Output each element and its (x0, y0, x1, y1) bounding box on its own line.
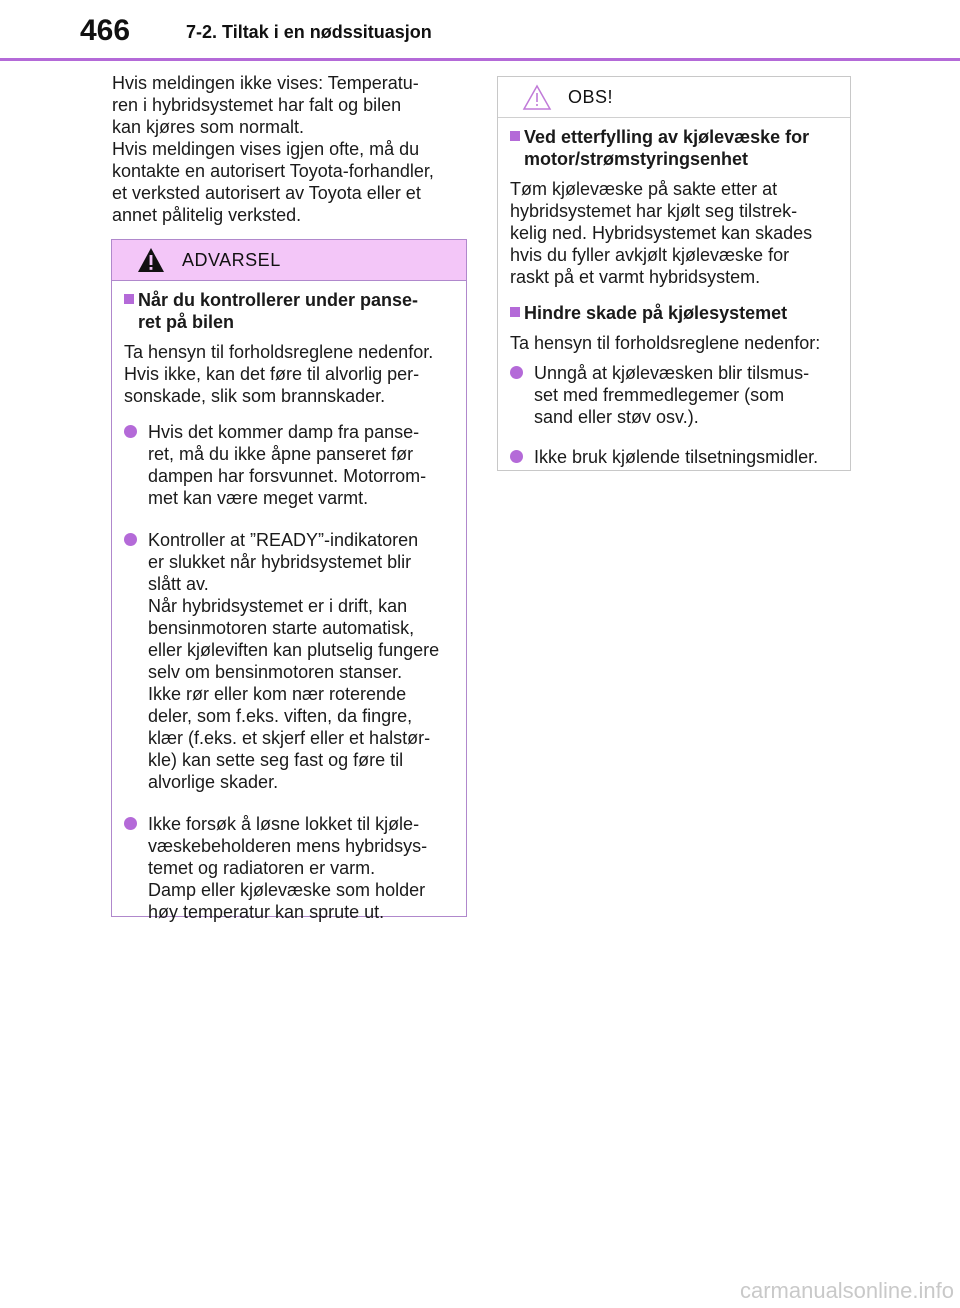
warning-subhead-text: Når du kontrollerer under panse- ret på bilen (138, 290, 419, 332)
warning-box-header (112, 240, 466, 281)
notice-subhead-2-text: Hindre skade på kjølesystemet (524, 303, 788, 323)
warning-triangle-icon (136, 246, 166, 274)
square-bullet-icon (510, 307, 520, 317)
notice-section-2-lead: Ta hensyn til forholdsreglene nedenfor: (510, 333, 821, 353)
notice-bullet-text: Ikke bruk kjølende tilsetningsmidler. (534, 447, 819, 467)
round-bullet-icon (510, 366, 523, 379)
notice-subhead-1 (510, 126, 836, 170)
warning-bullet (124, 813, 452, 923)
warning-bullet-text: Kontroller at ”READY”-indikatoren er slukket når hybridsystemet blir slått av. Når hybridsystemet er i drift, kan bensinmotoren starte automatisk, eller kjøleviften kan plutselig fungere selv om bensinmotoren stanser. Ikke rør eller kom nær roterende deler, som f.eks. viften, da fingre, klær (f.eks. et skjerf eller et halstør- kle) kan sette seg fast og føre til alvorlige skader. (148, 530, 440, 792)
notice-section-1-text: Tøm kjølevæske på sakte etter at hybridsystemet har kjølt seg tilstrek- kelig ned. Hybridsystemet kan skades hvis du fyller avkjølt kjølevæske for raskt på et varmt hybridsystem. (510, 179, 813, 287)
notice-title: OBS! (568, 87, 614, 107)
warning-bullet (124, 421, 452, 509)
round-bullet-icon (510, 450, 523, 463)
warning-subhead (124, 289, 452, 333)
intro-paragraph-2: Hvis meldingen vises igjen ofte, må du kontakte en autorisert Toyota-forhandler, et verksted autorisert av Toyota eller et annet pålitelig verksted. (112, 139, 434, 225)
warning-bullet-text: Ikke forsøk å løsne lokket til kjøle- væskebeholderen mens hybridsys- temet og radiatoren er varm. Damp eller kjølevæske som holder høy temperatur kan sprute ut. (148, 814, 428, 922)
page-header (0, 0, 960, 62)
square-bullet-icon (124, 294, 134, 304)
notice-box (497, 76, 851, 471)
round-bullet-icon (124, 425, 137, 438)
intro-text (112, 72, 468, 226)
square-bullet-icon (510, 131, 520, 141)
warning-title: ADVARSEL (182, 250, 281, 270)
notice-subhead-2 (510, 302, 836, 324)
notice-body (498, 118, 850, 468)
notice-bullet-text: Unngå at kjølevæsken blir tilsmus- set med fremmedlegemer (som sand eller støv osv.). (534, 363, 810, 427)
notice-bullet (510, 362, 836, 428)
warning-bullet-text: Hvis det kommer damp fra panse- ret, må du ikke åpne panseret før dampen har forsvunnet. Motorrom- met kan være meget varmt. (148, 422, 427, 508)
caution-outline-icon (522, 83, 552, 111)
warning-body (112, 281, 466, 923)
round-bullet-icon (124, 817, 137, 830)
warning-lead: Ta hensyn til forholdsreglene nedenfor. Hvis ikke, kan det føre til alvorlig per- sonskade, slik som brannskader. (124, 342, 434, 406)
notice-bullet (510, 446, 836, 468)
header-divider (0, 58, 960, 61)
watermark: carmanualsonline.info (739, 1278, 954, 1303)
warning-bullet (124, 529, 452, 793)
section-title: 7-2. Tiltak i en nødssituasjon (186, 22, 432, 42)
notice-subhead-1-text: Ved etterfylling av kjølevæske for motor/strømstyringsenhet (524, 127, 810, 169)
page-number: 466 (80, 14, 131, 47)
notice-box-header (498, 77, 850, 118)
warning-box (111, 239, 467, 922)
round-bullet-icon (124, 533, 137, 546)
intro-paragraph-1: Hvis meldingen ikke vises: Temperatu- ren i hybridsystemet har falt og bilen kan kjøres som normalt. (112, 73, 419, 137)
